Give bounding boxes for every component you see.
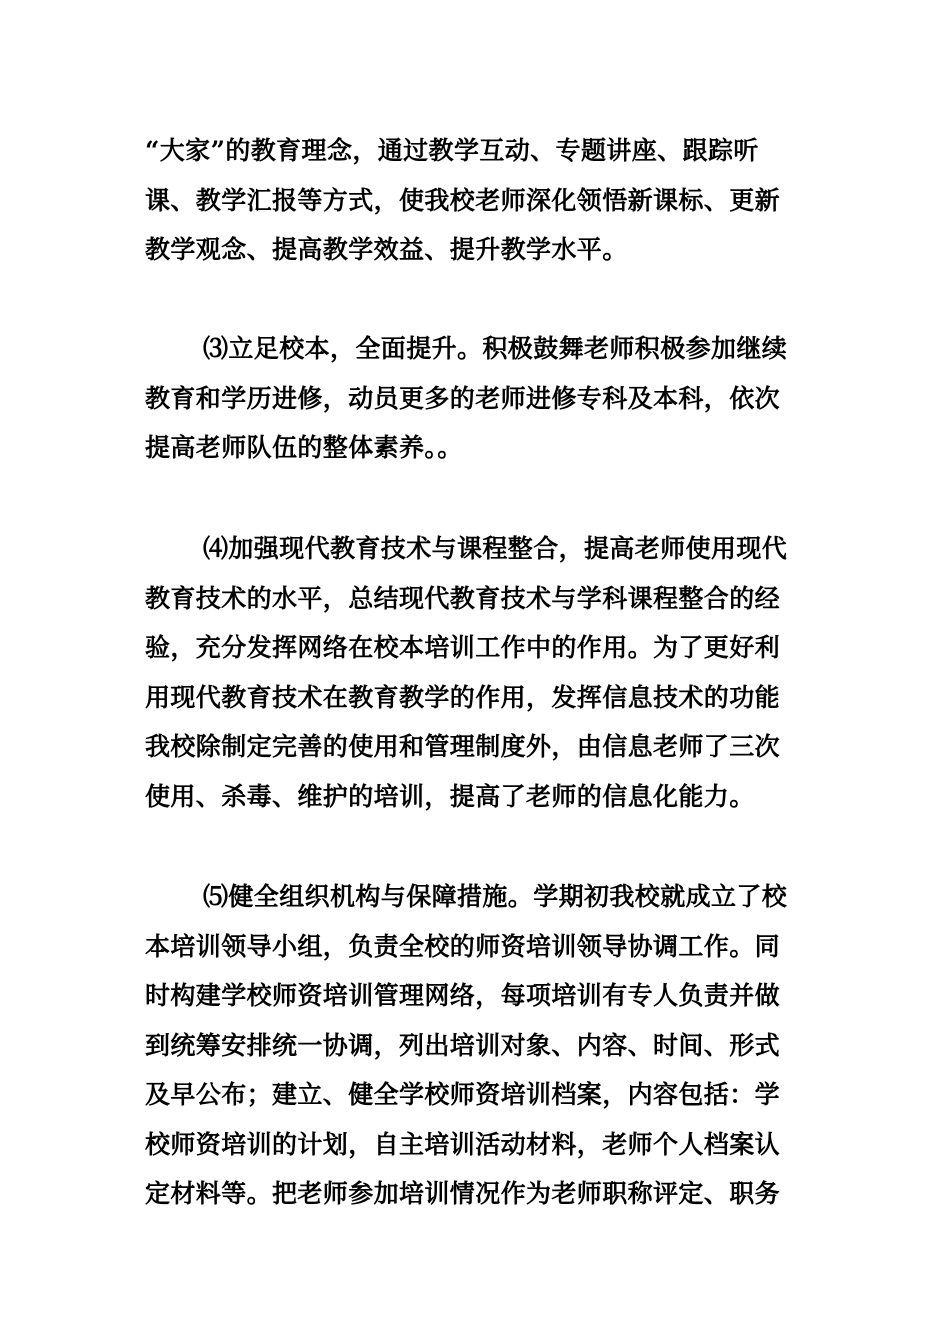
paragraph-continuation — [145, 126, 810, 275]
text-line: 验，充分发挥网络在校本培训工作中的作用。为了更好利 — [145, 633, 781, 662]
text-line: 使用、杀毒、维护的培训，提高了老师的信息化能力。 — [145, 781, 755, 811]
text-line: 提高老师队伍的整体素养。。 — [145, 433, 463, 462]
text-line: 到统筹安排统一协调，列出培训对象、内容、时间、形式 — [145, 1030, 781, 1060]
paragraph-item-3 — [145, 324, 810, 473]
text-line: 时构建学校师资培训管理网络，每项培训有专人负责并做 — [145, 981, 781, 1010]
paragraph-item-4 — [145, 524, 810, 821]
text-line: 校师资培训的计划，自主培训活动材料，老师个人档案认 — [145, 1129, 781, 1159]
text-line: 教育和学历进修，动员更多的老师进修专科及本科，依次 — [145, 383, 781, 413]
text-line: 及早公布；建立、健全学校师资培训档案，内容包括：学 — [145, 1080, 781, 1109]
text-line: 课、教学汇报等方式，使我校老师深化领悟新课标、更新 — [145, 185, 781, 215]
text-line: 教育技术的水平，总结现代教育技术与学科课程整合的经 — [145, 583, 781, 613]
text-line: 用现代教育技术在教育教学的作用，发挥信息技术的功能 — [145, 682, 781, 712]
text-line: 教学观念、提高教学效益、提升教学水平。 — [145, 235, 628, 264]
text-line: 定材料等。把老师参加培训情况作为老师职称评定、职务 — [145, 1179, 781, 1208]
paragraph-item-5 — [145, 872, 810, 1219]
text-line: ⑷加强现代教育技术与课程整合，提高老师使用现代 — [203, 534, 788, 563]
text-line: 本培训领导小组，负责全校的师资培训领导协调工作。同 — [145, 931, 781, 961]
text-line: 我校除制定完善的使用和管理制度外，由信息老师了三次 — [145, 732, 781, 761]
text-line: ⑶立足校本，全面提升。积极鼓舞老师积极参加继续 — [203, 334, 788, 363]
text-line: ⑸健全组织机构与保障措施。学期初我校就成立了校 — [203, 882, 788, 911]
text-line: “大家”的教育理念，通过教学互动、专题讲座、跟踪听 — [145, 136, 759, 165]
